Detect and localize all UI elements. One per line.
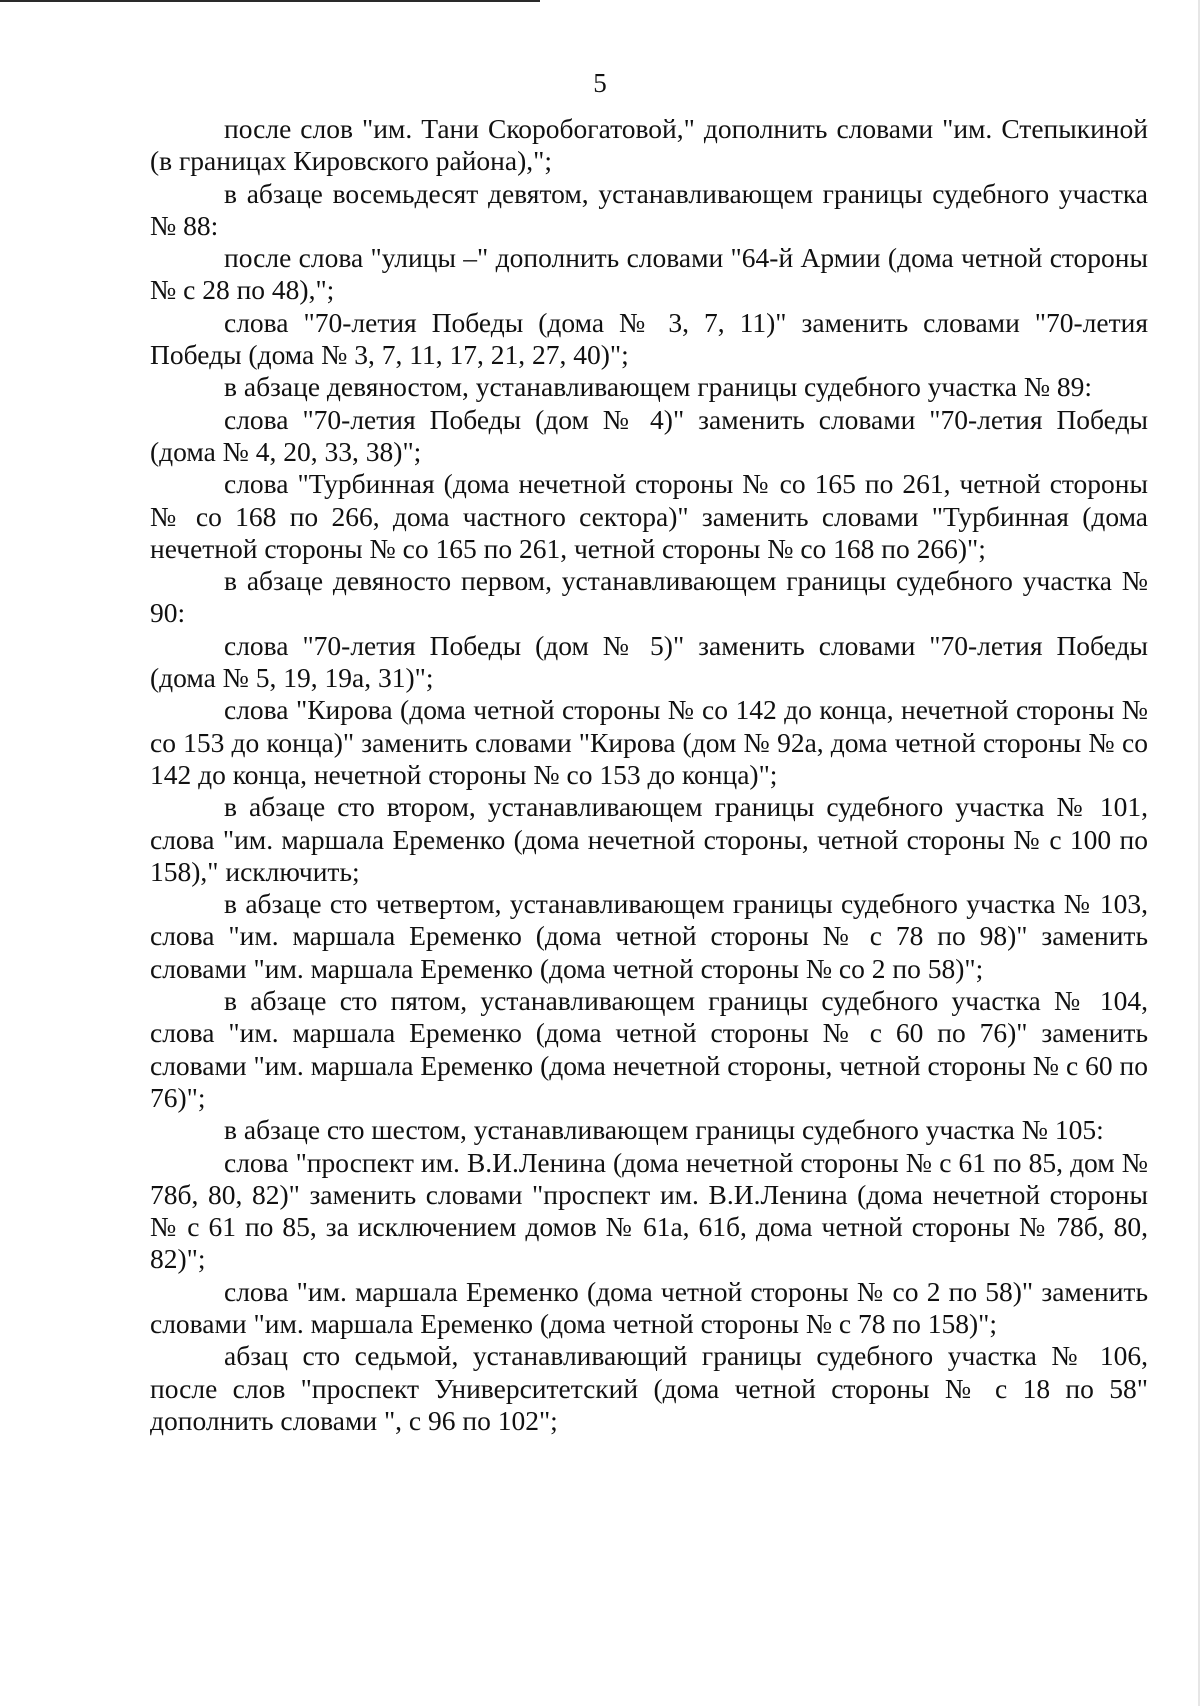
scan-edge-top [0,0,540,2]
paragraph: в абзаце девяностом, устанавливающем границы судебного участка № 89: [224,371,1093,403]
paragraph: в абзаце сто четвертом, устанавливающем границы судебного участка № 103, слова "им. маршала Еременко (дома четной стороны № с 78 по 98)" заменить словами "им. маршала Еременко (дома четной стороны № со 2 по 58)"; [150,888,1148,984]
paragraph: слова "70-летия Победы (дома № 3, 7, 11)" заменить словами "70-летия Победы (дома № 3, 7, 11, 17, 21, 27, 40)"; [150,306,1148,371]
paragraph: слова "им. маршала Еременко (дома четной стороны № со 2 по 58)" заменить словами "им. маршала Еременко (дома четной стороны № с 78 по 158)"; [150,1275,1148,1339]
paragraph: после слова "улицы –" дополнить словами "64-й Армии (дома четной стороны № с 28 по 48),"; [150,242,1148,306]
paragraph: слова "проспект им. В.И.Ленина (дома нечетной стороны № с 61 по 85, дом № 78б, 80, 82)" заменить словами "проспект им. В.И.Ленина (дома нечетной стороны № с 61 по 85, за исключением домов № 61а, 61б, дома четной стороны № 78б, 80, 82)"; [150,1146,1148,1275]
paragraph: слова "Турбинная (дома нечетной стороны № со 165 по 261, четной стороны № со 168 по 266, дома частного сектора)" заменить словами "Турбинная (дома нечетной стороны № со 165 по 261, четной стороны № со 168 по 266)"; [150,468,1148,564]
paragraph: в абзаце сто втором, устанавливающем границы судебного участка № 101, слова "им. маршала Еременко (дома нечетной стороны, четной стороны № с 100 по 158)," исключить; [150,791,1148,887]
paragraph: абзац сто седьмой, устанавливающий границы судебного участка № 106, после слов "проспект Университетский (дома четной стороны № с 18 по 58" дополнить словами ", с 96 по 102"; [150,1340,1148,1436]
paragraph: слова "70-летия Победы (дом № 4)" заменить словами "70-летия Победы (дома № 4, 20, 33, 38)"; [150,403,1148,467]
paragraph: в абзаце сто шестом, устанавливающем границы судебного участка № 105: [224,1114,1104,1146]
paragraph: в абзаце девяносто первом, устанавливающем границы судебного участка № 90: [150,565,1148,629]
paragraph: в абзаце восемьдесят девятом, устанавливающем границы судебного участка № 88: [150,177,1148,241]
paragraph: в абзаце сто пятом, устанавливающем границы судебного участка № 104, слова "им. маршала Еременко (дома четной стороны № с 60 по 76)" заменить словами "им. маршала Еременко (дома нечетной стороны, четной стороны № с 60 по 76)"; [150,985,1148,1113]
paragraph: слова "Кирова (дома четной стороны № со 142 до конца, нечетной стороны № со 153 до конца)" заменить словами "Кирова (дом № 92а, дома четной стороны № со 142 до конца, нечетной стороны № со 153 до конца)"; [150,694,1148,790]
paragraph: после слов "им. Тани Скоробогатовой," дополнить словами "им. Степыкиной (в границах Кировского района),"; [150,113,1148,177]
page-number: 5 [593,68,607,98]
paragraph: слова "70-летия Победы (дом № 5)" заменить словами "70-летия Победы (дома № 5, 19, 19а, 31)"; [150,629,1148,694]
document-body [150,113,1148,1437]
